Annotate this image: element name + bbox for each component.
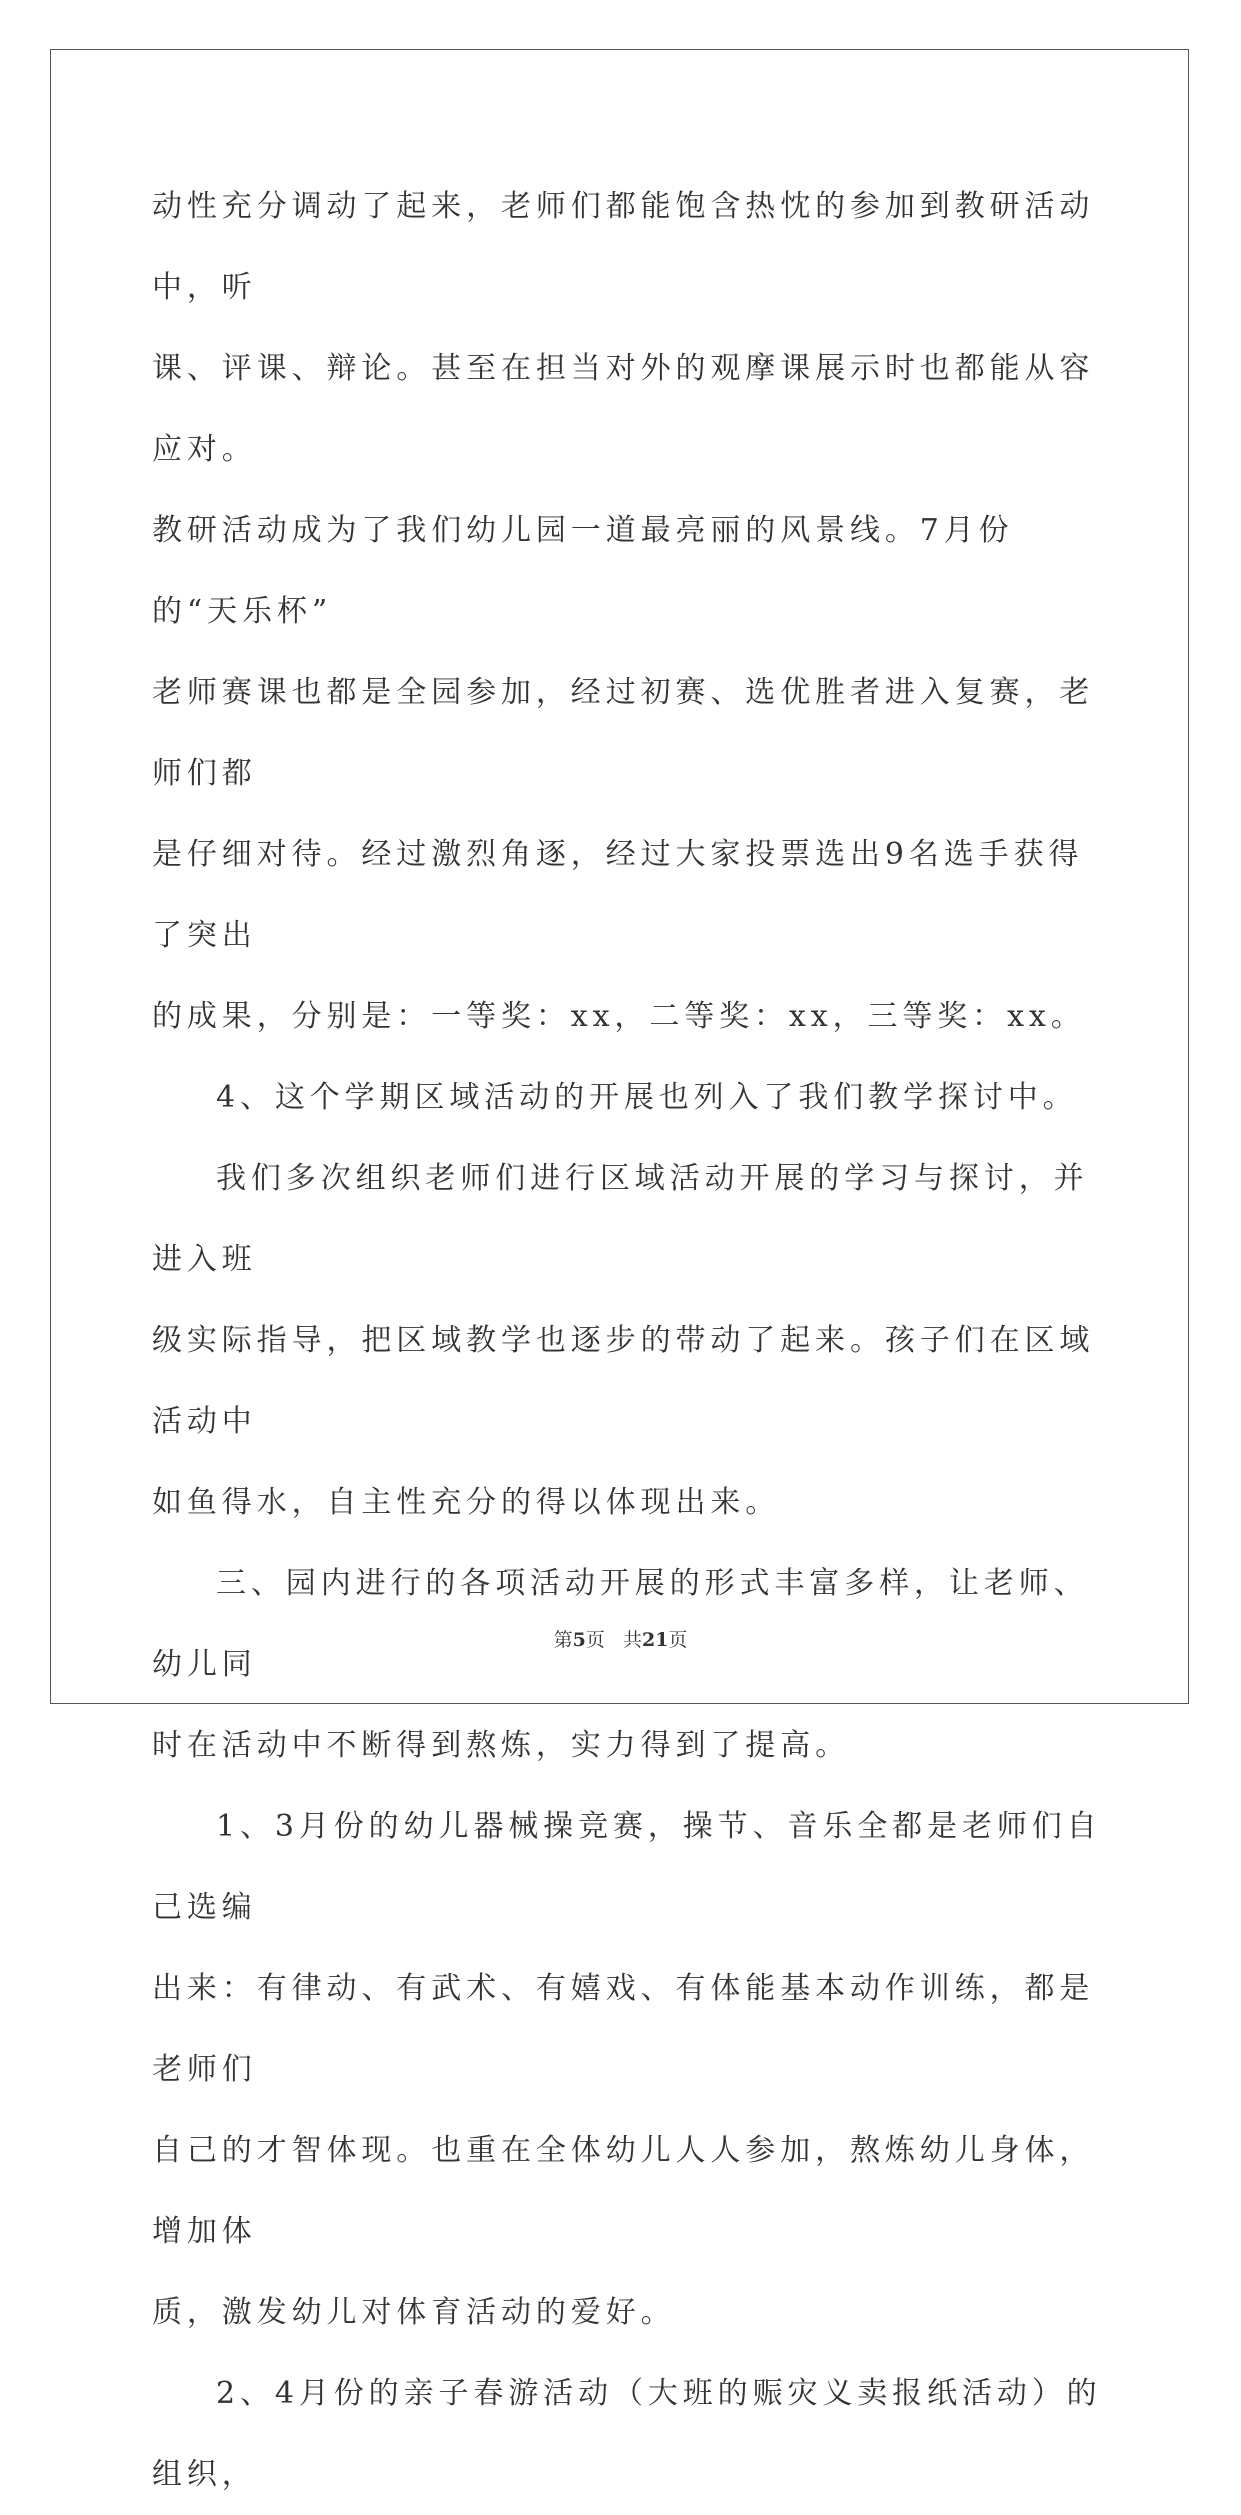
text-line: 教研活动成为了我们幼儿园一道最亮丽的风景线。7月份的“天乐杯” — [152, 513, 1014, 629]
text-line: 时在活动中不断得到熬炼，实力得到了提高。 — [152, 1728, 850, 1763]
footer-prefix: 第 — [553, 1629, 573, 1651]
page-footer — [0, 1625, 1241, 1652]
current-page-number: 5 — [572, 1629, 586, 1651]
text-line: 我们多次组织老师们进行区域活动开展的学习与探讨，并进入班 — [152, 1161, 1089, 1277]
total-pages-number: 21 — [641, 1629, 669, 1651]
text-line: 出来：有律动、有武术、有嬉戏、有体能基本动作训练，都是老师们 — [152, 1971, 1095, 2087]
text-line: 课、评课、辩论。甚至在担当对外的观摩课展示时也都能从容应对。 — [152, 351, 1095, 467]
text-line: 4、这个学期区域活动的开展也列入了我们教学探讨中。 — [216, 1080, 1078, 1115]
text-line: 自己的才智体现。也重在全体幼儿人人参加，熬炼幼儿身体，增加体 — [152, 2133, 1095, 2249]
text-line: 老师赛课也都是全园参加，经过初赛、选优胜者进入复赛，老师们都 — [152, 675, 1095, 791]
text-line: 是仔细对待。经过激烈角逐，经过大家投票选出9名选手获得了突出 — [152, 837, 1084, 953]
text-line: 三、园内进行的各项活动开展的形式丰富多样，让老师、幼儿同 — [152, 1566, 1089, 1682]
text-line: 级实际指导，把区域教学也逐步的带动了起来。孩子们在区域活动中 — [152, 1323, 1095, 1439]
text-line: 的成果，分别是：一等奖：xx，二等奖：xx，三等奖：xx。 — [152, 999, 1086, 1034]
text-line: 如鱼得水，自主性充分的得以体现出来。 — [152, 1485, 781, 1520]
text-line: 1、3月份的幼儿器械操竞赛，操节、音乐全都是老师们自己选编 — [152, 1809, 1102, 1925]
document-body — [152, 166, 1102, 2515]
footer-total-prefix: 共 — [622, 1629, 642, 1651]
footer-total-suffix: 页 — [668, 1629, 688, 1651]
text-line: 动性充分调动了起来，老师们都能饱含热忱的参加到教研活动中，听 — [152, 189, 1095, 305]
footer-page-suffix: 页 — [585, 1629, 605, 1651]
text-line: 2、4月份的亲子春游活动（大班的赈灾义卖报纸活动）的组织， — [152, 2376, 1102, 2492]
text-line: 质，激发幼儿对体育活动的爱好。 — [152, 2295, 676, 2330]
